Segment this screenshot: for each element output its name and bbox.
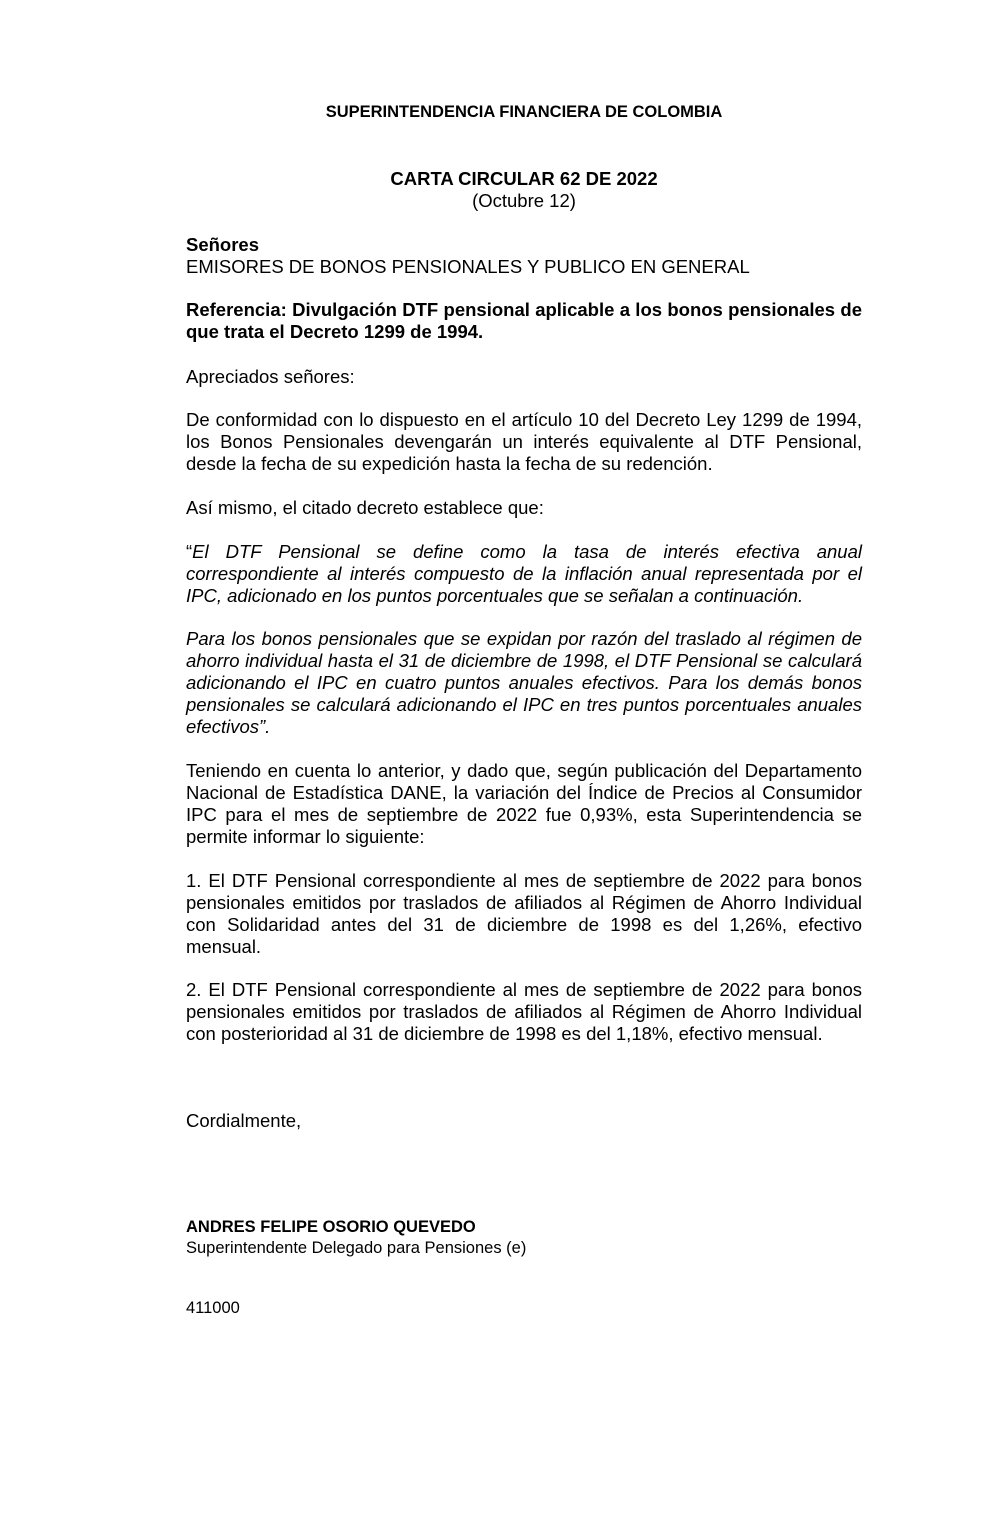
office-code: 411000 xyxy=(186,1299,240,1317)
greeting: Apreciados señores: xyxy=(186,366,355,387)
addressee-label: Señores xyxy=(186,234,260,255)
quote-definition xyxy=(186,541,862,607)
signatory-name: ANDRES FELIPE OSORIO QUEVEDO xyxy=(186,1218,476,1236)
paragraph-ipc-variation: Teniendo en cuenta lo anterior, y dado que, según publicación del Departamento Nacional de Estadística DANE, la variación del Índice de Precios al Consumidor IPC para el mes de septiembre de 2022 fue 0,93%, esta Superintendencia se permite informar lo siguiente: xyxy=(186,760,862,847)
quote-open-mark: “ xyxy=(186,541,193,562)
circular-date: (Octubre 12) xyxy=(472,190,576,211)
list-item-dtf-before-1998: 1. El DTF Pensional correspondiente al mes de septiembre de 2022 para bonos pensionales emitidos por traslados de afiliados al Régimen de Ahorro Individual con Solidaridad antes del 31 de diciembre de 1998 es del 1,26%, efectivo mensual. xyxy=(186,870,862,957)
circular-title: CARTA CIRCULAR 62 DE 2022 xyxy=(390,168,658,189)
quote-calculation: Para los bonos pensionales que se expidan por razón del traslado al régimen de ahorro individual hasta el 31 de diciembre de 1998, el DTF Pensional se calculará adicionando el IPC en cuatro puntos anuales efectivos. Para los demás bonos pensionales se calculará adicionando el IPC en tres puntos porcentuales anuales efectivos”. xyxy=(186,628,862,737)
paragraph-decree-intro: Así mismo, el citado decreto establece que: xyxy=(186,497,544,518)
closing-salutation: Cordialmente, xyxy=(186,1110,302,1131)
paragraph-legal-basis: De conformidad con lo dispuesto en el artículo 10 del Decreto Ley 1299 de 1994, los Bonos Pensionales devengarán un interés equivalente al DTF Pensional, desde la fecha de su expedición hasta la fecha de su redención. xyxy=(186,409,862,474)
quote-definition-text: El DTF Pensional se define como la tasa de interés efectiva anual correspondiente al interés compuesto de la inflación anual representada por el IPC, adicionado en los puntos porcentuales que se señalan a continuación. xyxy=(186,541,862,606)
addressee-recipients: EMISORES DE BONOS PENSIONALES Y PUBLICO EN GENERAL xyxy=(186,256,750,277)
list-item-dtf-after-1998: 2. El DTF Pensional correspondiente al mes de septiembre de 2022 para bonos pensionales emitidos por traslados de afiliados al Régimen de Ahorro Individual con posterioridad al 31 de diciembre de 1998 es del 1,18%, efectivo mensual. xyxy=(186,979,862,1044)
reference-line: Referencia: Divulgación DTF pensional aplicable a los bonos pensionales de que trata el Decreto 1299 de 1994. xyxy=(186,299,862,342)
institution-heading: SUPERINTENDENCIA FINANCIERA DE COLOMBIA xyxy=(325,103,723,121)
signatory-position: Superintendente Delegado para Pensiones (e) xyxy=(186,1239,527,1257)
